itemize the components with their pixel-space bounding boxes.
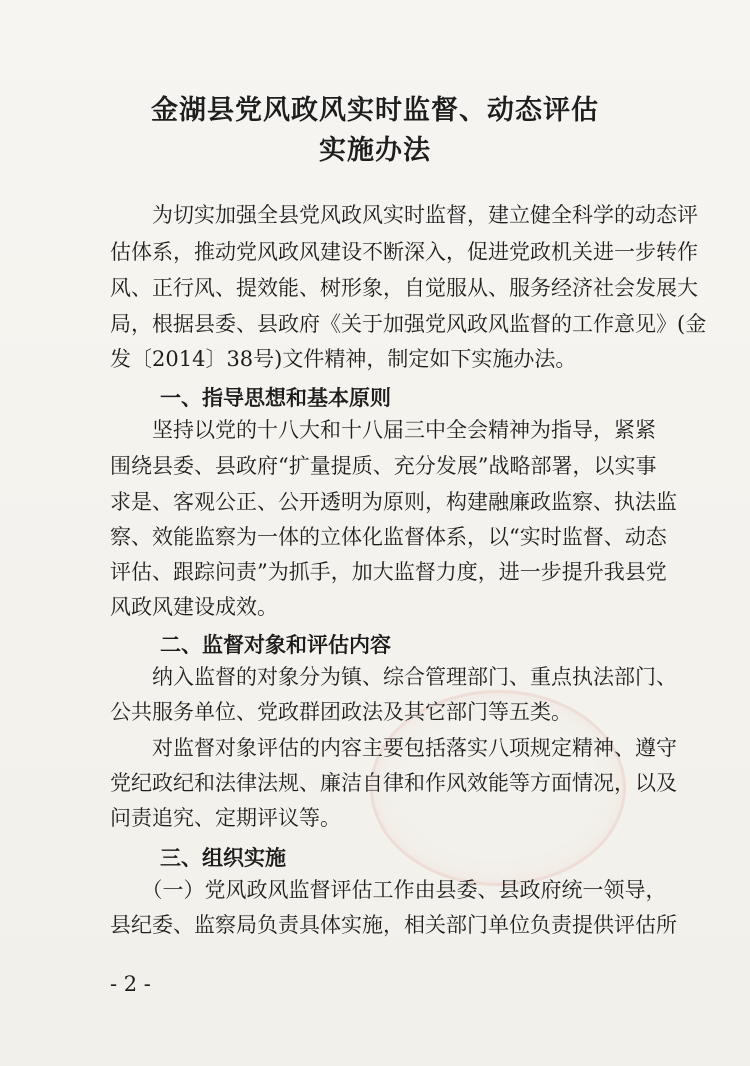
section2-line: 对监督对象评估的内容主要包括落实八项规定精神、遵守 xyxy=(110,736,677,760)
section1-line: 求是、客观公正、公开透明为原则，构建融廉政监察、执法监 xyxy=(110,490,677,514)
intro-line: 发〔2014〕38号)文件精神，制定如下实施办法。 xyxy=(110,347,577,371)
intro-line: 风、正行风、提效能、树形象，自觉服从、服务经济社会发展大 xyxy=(110,276,698,300)
intro-line: 估体系，推动党风政风建设不断深入，促进党政机关进一步转作 xyxy=(110,240,698,264)
section1-line: 评估、跟踪问责”为抓手，加大监督力度，进一步提升我县党 xyxy=(110,560,667,584)
section2-line: 公共服务单位、党政群团政法及其它部门等五类。 xyxy=(110,700,572,724)
document-title-line-1: 金湖县党风政风实时监督、动态评估 xyxy=(151,95,599,126)
section2-line: 问责追究、定期评议等。 xyxy=(110,806,341,830)
section3-line: （一）党风政风监督评估工作由县委、县政府统一领导， xyxy=(110,878,667,902)
section1-line: 风政风建设成效。 xyxy=(110,595,278,619)
intro-line: 局，根据县委、县政府《关于加强党风政风监督的工作意见》(金 xyxy=(110,312,707,336)
section-heading-1: 一、指导思想和基本原则 xyxy=(160,386,391,410)
section1-line: 察、效能监察为一体的立体化监督体系，以“实时监督、动态 xyxy=(110,525,667,549)
section1-line: 坚持以党的十八大和十八届三中全会精神为指导，紧紧 xyxy=(110,418,656,442)
intro-line: 为切实加强全县党风政风实时监督，建立健全科学的动态评 xyxy=(110,203,698,227)
section2-line: 党纪政纪和法律法规、廉洁自律和作风效能等方面情况，以及 xyxy=(110,771,677,795)
page-number: - 2 - xyxy=(110,972,151,996)
section2-line: 纳入监督的对象分为镇、综合管理部门、重点执法部门、 xyxy=(110,665,677,689)
section1-line: 围绕县委、县政府“扩量提质、充分发展”战略部署，以实事 xyxy=(110,454,657,478)
section-heading-3: 三、组织实施 xyxy=(160,846,286,870)
document-title-line-2: 实施办法 xyxy=(319,135,431,166)
section-heading-2: 二、监督对象和评估内容 xyxy=(160,633,391,657)
section3-line: 县纪委、监察局负责具体实施，相关部门单位负责提供评估所 xyxy=(110,913,677,937)
